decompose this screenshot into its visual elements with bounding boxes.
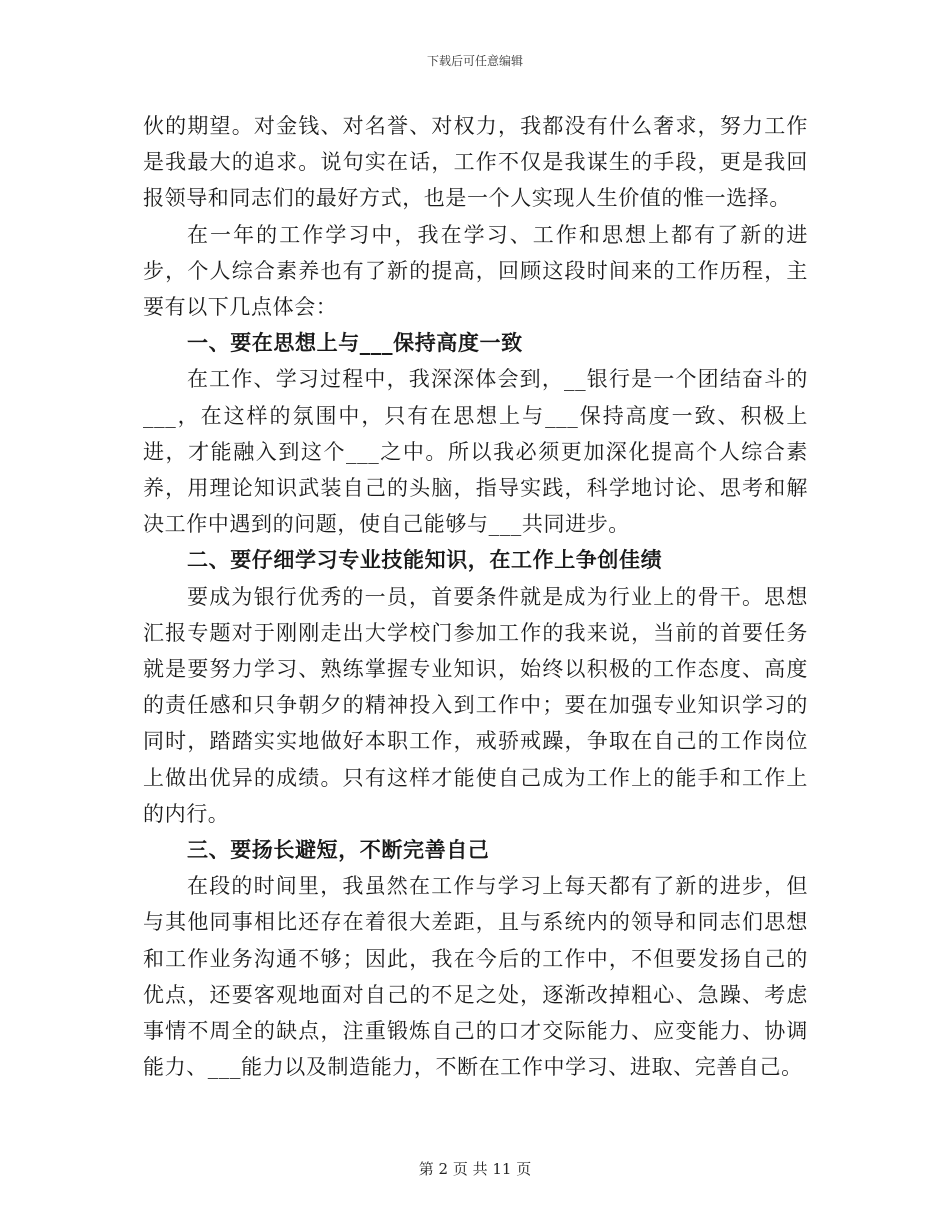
page-header: 下载后可任意编辑 (426, 54, 523, 68)
section-heading: 二、要仔细学习专业技能知识，在工作上争创佳绩 (187, 547, 663, 573)
paragraph: 伙的期望。对金钱、对名誉、对权力，我都没有什么奢求，努力工作是我最大的追求。说句实在话，工作不仅是我谋生的手段，更是我回报领导和同志们的最好方式，也是一个人实现人生价值的惟一选择。 (143, 114, 808, 211)
paragraph: 要成为银行优秀的一员，首要条件就是成为行业上的骨干。思想汇报专题对于刚刚走出大学校门参加工作的我来说，当前的首要任务就是要努力学习、熟练掌握专业知识，始终以积极的工作态度、高度的责任感和只争朝夕的精神投入到工作中；要在加强专业知识学习的同时，踏踏实实地做好本职工作，戒骄戒躁，争取在自己的工作岗位上做出优异的成绩。只有这样才能使自己成为工作上的能手和工作上的内行。 (143, 584, 808, 826)
document-body (143, 108, 808, 1085)
paragraph: 在一年的工作学习中，我在学习、工作和思想上都有了新的进步，个人综合素养也有了新的提高，回顾这段时间来的工作历程，主要有以下几点体会： (143, 222, 808, 320)
section-heading: 一、要在思想上与___保持高度一致 (187, 330, 523, 356)
paragraph: 在工作、学习过程中，我深深体会到，__银行是一个团结奋斗的___，在这样的氛围中，只有在思想上与___保持高度一致、积极上进，才能融入到这个___之中。所以我必须更加深化提高个人综合素养，用理论知识武装自己的头脑，指导实践，科学地讨论、思考和解决工作中遇到的问题，使自己能够与___共同进步。 (143, 367, 808, 537)
section-heading: 三、要扬长避短，不断完善自己 (187, 837, 490, 863)
paragraph: 在段的时间里，我虽然在工作与学习上每天都有了新的进步，但与其他同事相比还存在着很大差距，且与系统内的领导和同志们思想和工作业务沟通不够；因此，我在今后的工作中，不但要发扬自己的优点，还要客观地面对自己的不足之处，逐渐改掉粗心、急躁、考虑事情不周全的缺点，注重锻炼自己的口才交际能力、应变能力、协调能力、___能力以及制造能力，不断在工作中学习、进取、完善自己。 (143, 874, 808, 1080)
page-number: 第 2 页 共 11 页 (418, 1160, 532, 1178)
